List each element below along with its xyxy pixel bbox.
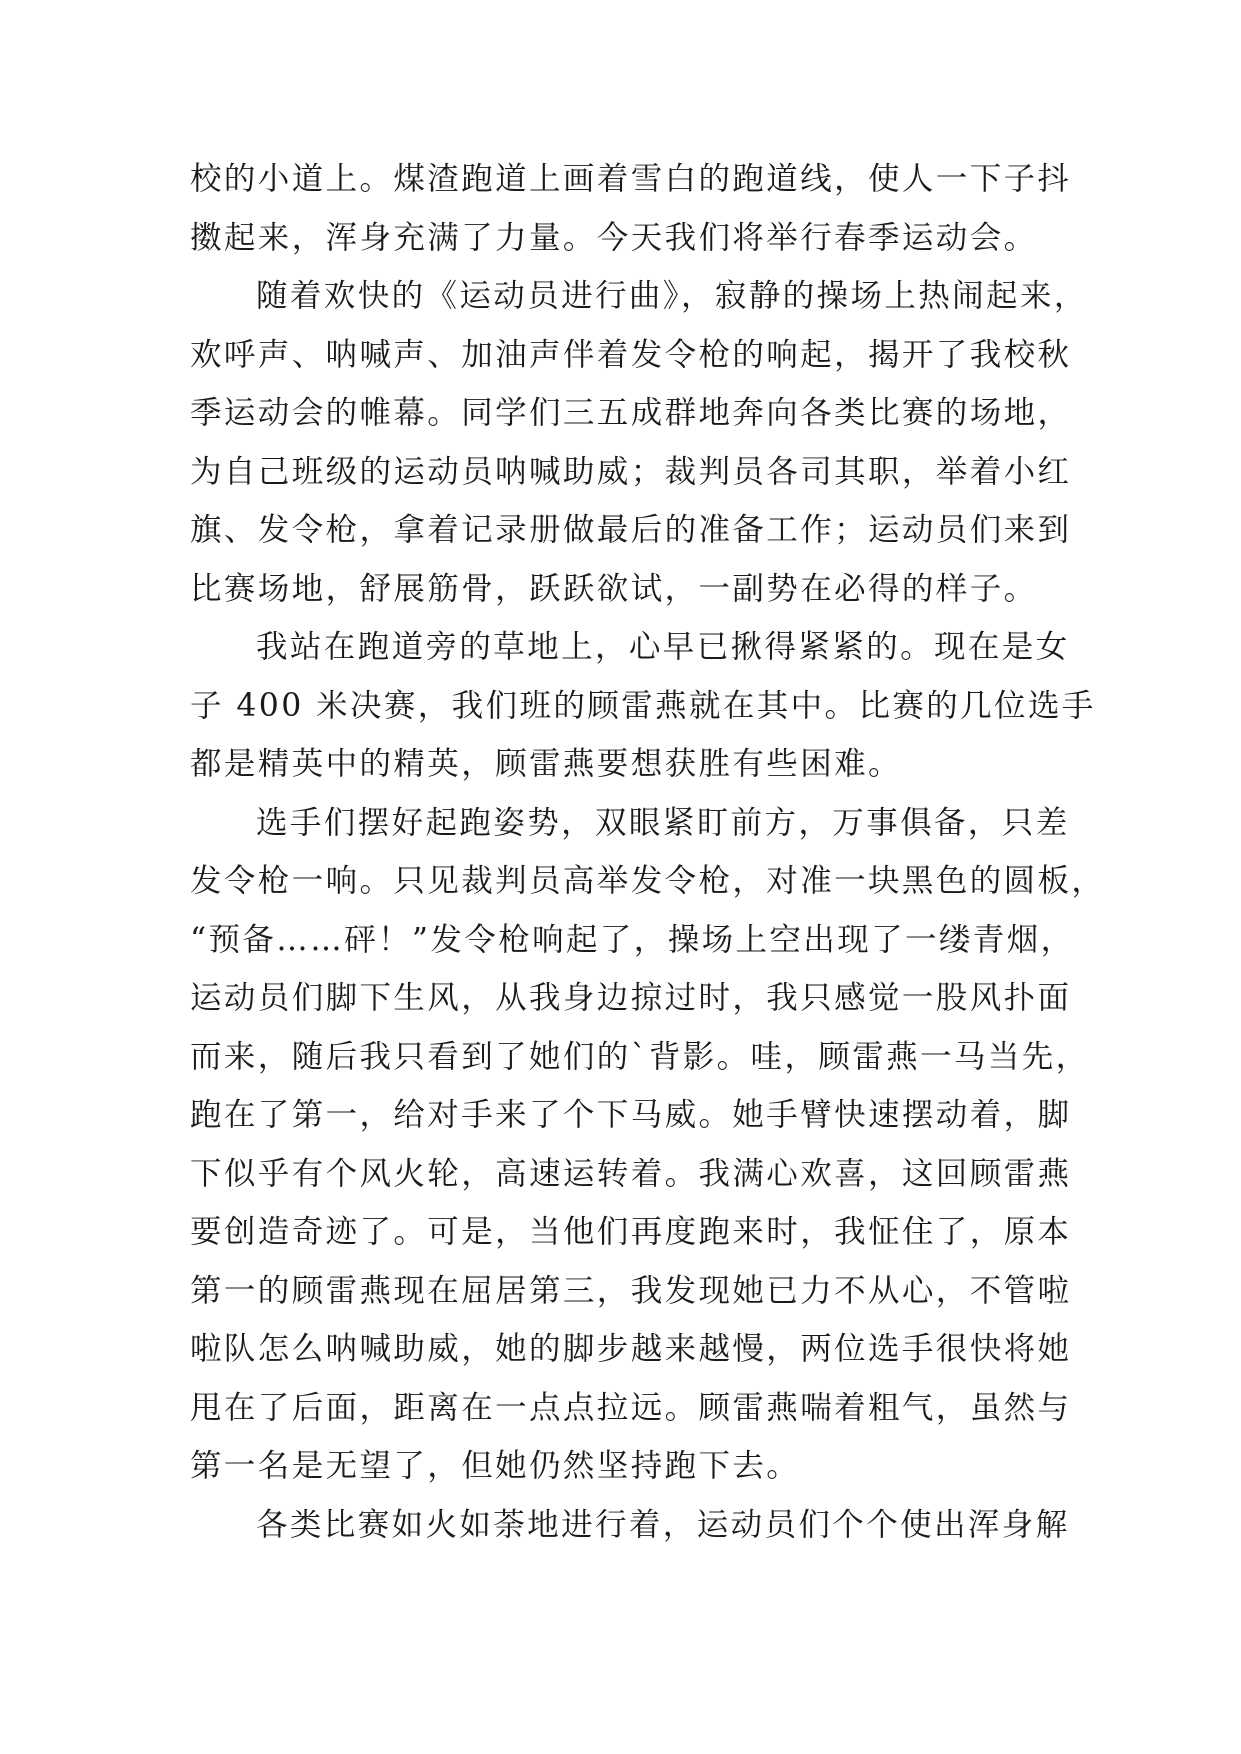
text-line: 季运动会的帷幕。同学们三五成群地奔向各类比赛的场地，	[190, 395, 1072, 431]
text-line: 擞起来，浑身充满了力量。今天我们将举行春季运动会。	[190, 219, 1038, 256]
paragraph-first-line: 选手们摆好起跑姿势，双眼紧盯前方，万事俱备，只差	[256, 804, 1070, 841]
text-line: 为自己班级的运动员呐喊助威；裁判员各司其职，举着小红	[190, 453, 1072, 490]
paragraph-first-line: 各类比赛如火如荼地进行着，运动员们个个使出浑身解	[256, 1506, 1070, 1543]
text-line: 要创造奇迹了。可是，当他们再度跑来时，我怔住了，原本	[190, 1214, 1072, 1250]
paragraph-first-line: 我站在跑道旁的草地上，心早已揪得紧紧的。现在是女	[256, 629, 1070, 665]
text-line: 啦队怎么呐喊助威，她的脚步越来越慢，两位选手很快将她	[190, 1331, 1072, 1367]
text-line: “预备……砰！”发令枪响起了，操场上空出现了一缕青烟，	[190, 921, 1075, 958]
text-line: 子 400 米决赛，我们班的顾雷燕就在其中。比赛的几位选手	[190, 687, 1096, 724]
text-line: 而来，随后我只看到了她们的`背影。哇，顾雷燕一马当先，	[190, 1038, 1090, 1075]
text-line: 旗、发令枪，拿着记录册做最后的准备工作；运动员们来到	[190, 512, 1072, 548]
text-line: 第一名是无望了，但她仍然坚持跑下去。	[190, 1448, 801, 1484]
text-line: 跑在了第一，给对手来了个下马威。她手臂快速摆动着，脚	[190, 1097, 1072, 1133]
text-line: 下似乎有个风火轮，高速运转着。我满心欢喜，这回顾雷燕	[190, 1155, 1072, 1192]
text-line: 发令枪一响。只见裁判员高举发令枪，对准一块黑色的圆板，	[190, 863, 1106, 899]
article-body	[190, 150, 1106, 1554]
text-line: 第一的顾雷燕现在屈居第三，我发现她已力不从心，不管啦	[190, 1272, 1072, 1309]
text-line: 欢呼声、呐喊声、加油声伴着发令枪的响起，揭开了我校秋	[190, 336, 1072, 373]
text-line: 运动员们脚下生风，从我身边掠过时，我只感觉一股风扑面	[190, 980, 1072, 1016]
paragraph-first-line: 随着欢快的《运动员进行曲》，寂静的操场上热闹起来，	[256, 278, 1088, 314]
text-line: 甩在了后面，距离在一点点拉远。顾雷燕喘着粗气，虽然与	[190, 1389, 1072, 1426]
text-line: 比赛场地，舒展筋骨，跃跃欲试，一副势在必得的样子。	[190, 570, 1038, 607]
text-line: 校的小道上。煤渣跑道上画着雪白的跑道线，使人一下子抖	[190, 161, 1072, 197]
text-line: 都是精英中的精英，顾雷燕要想获胜有些困难。	[190, 746, 902, 782]
